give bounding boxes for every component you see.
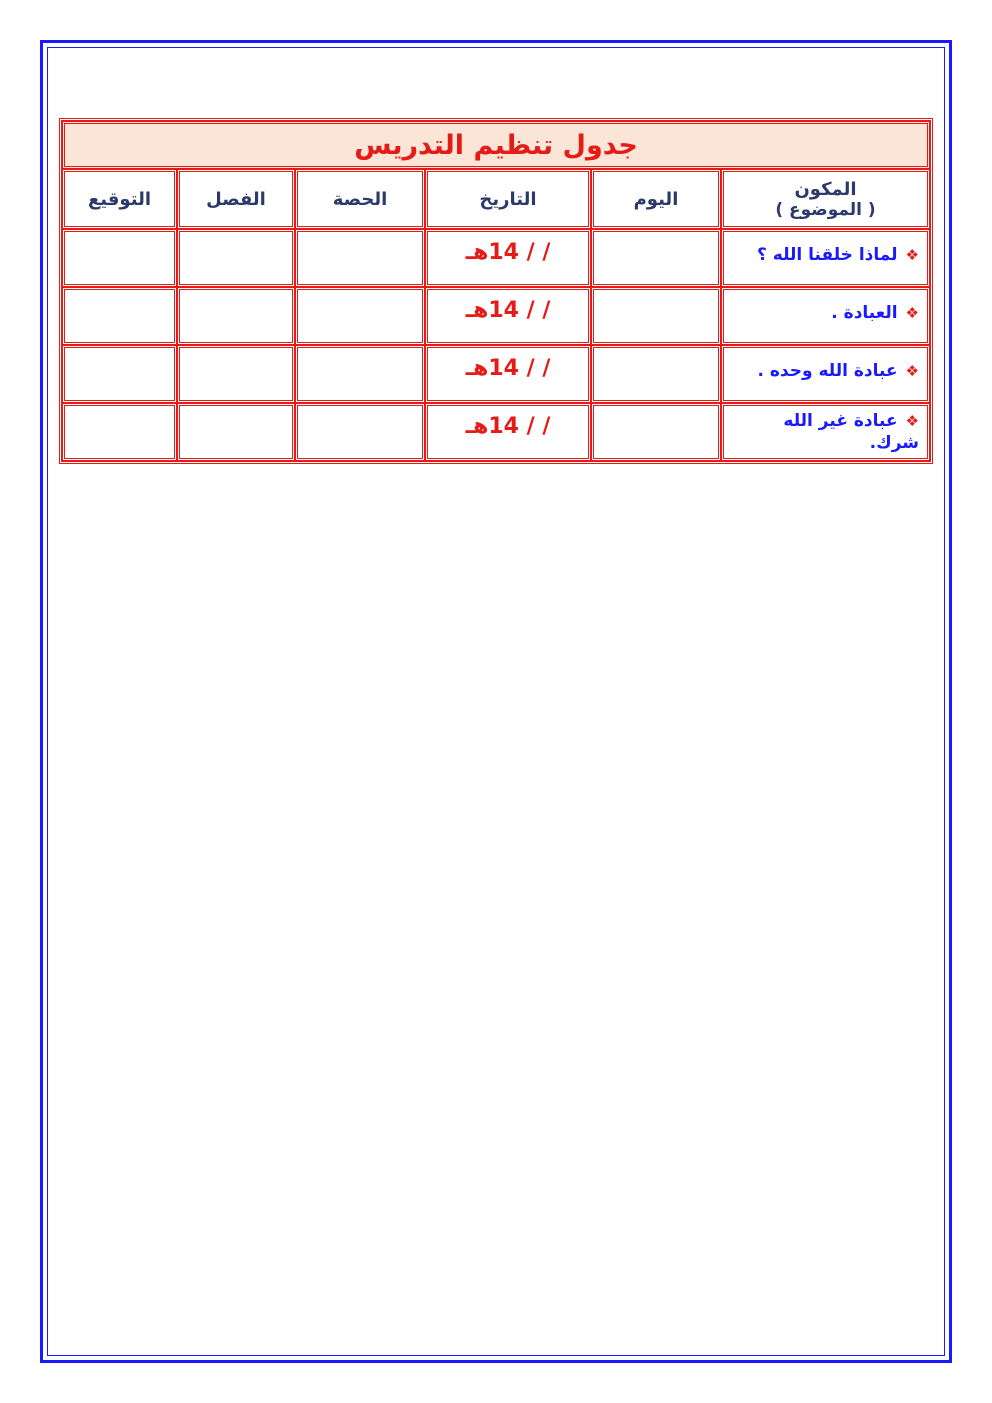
- diamond-bullet-icon: ❖: [905, 304, 919, 322]
- date-cell: / / 14هـ: [425, 403, 591, 461]
- table-row: [62, 229, 930, 287]
- header-topic: [721, 169, 930, 229]
- period-cell: [295, 345, 425, 403]
- signature-cell: [62, 287, 177, 345]
- period-cell: [295, 403, 425, 461]
- day-cell: [591, 403, 721, 461]
- table-row: [62, 403, 930, 461]
- day-cell: [591, 287, 721, 345]
- header-date: التاريخ: [425, 169, 591, 229]
- topic-cell: [721, 229, 930, 287]
- table-title: جدول تنظيم التدريس: [62, 121, 930, 169]
- schedule-grid: [62, 121, 930, 461]
- day-cell: [591, 345, 721, 403]
- diamond-bullet-icon: ❖: [905, 362, 919, 380]
- date-cell: / / 14هـ: [425, 287, 591, 345]
- topic-text: لماذا خلقنا الله ؟: [757, 245, 898, 265]
- class-cell: [177, 287, 295, 345]
- teaching-schedule-table: [59, 118, 933, 464]
- header-period: الحصة: [295, 169, 425, 229]
- topic-text: العبادة .: [831, 303, 898, 323]
- signature-cell: [62, 229, 177, 287]
- topic-cell: [721, 287, 930, 345]
- date-cell: / / 14هـ: [425, 229, 591, 287]
- class-cell: [177, 229, 295, 287]
- date-cell: / / 14هـ: [425, 345, 591, 403]
- topic-cell: [721, 403, 930, 461]
- header-topic-sublabel: ( الموضوع ): [775, 199, 876, 220]
- signature-cell: [62, 403, 177, 461]
- header-class: الفصل: [177, 169, 295, 229]
- class-cell: [177, 345, 295, 403]
- topic-text: عبادة غير الله شرك.: [783, 411, 919, 453]
- header-signature: التوقيع: [62, 169, 177, 229]
- header-day: اليوم: [591, 169, 721, 229]
- day-cell: [591, 229, 721, 287]
- signature-cell: [62, 345, 177, 403]
- header-topic-label: المكون: [794, 178, 857, 200]
- topic-text: عبادة الله وحده .: [757, 361, 898, 381]
- table-row: [62, 287, 930, 345]
- class-cell: [177, 403, 295, 461]
- period-cell: [295, 287, 425, 345]
- diamond-bullet-icon: ❖: [905, 412, 919, 430]
- period-cell: [295, 229, 425, 287]
- diamond-bullet-icon: ❖: [905, 246, 919, 264]
- topic-cell: [721, 345, 930, 403]
- table-row: [62, 345, 930, 403]
